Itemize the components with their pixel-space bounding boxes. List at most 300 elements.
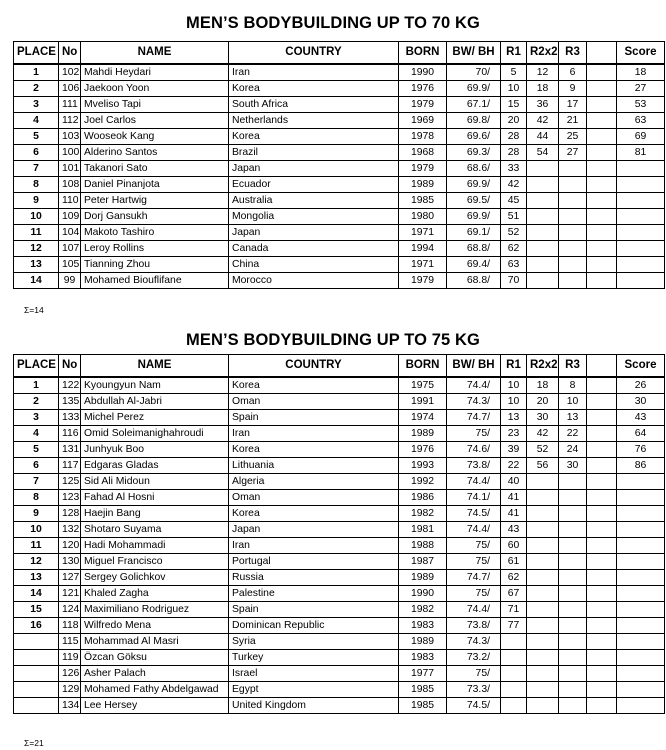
cell-score: [617, 570, 665, 586]
cell-round3: 24: [559, 442, 587, 458]
cell-round1: 71: [501, 602, 527, 618]
cell-score: 86: [617, 458, 665, 474]
cell-blank: [587, 64, 617, 81]
cell-round3: [559, 618, 587, 634]
cell-round1: 52: [501, 225, 527, 241]
cell-round3: [559, 177, 587, 193]
cell-number: 135: [59, 394, 81, 410]
cell-country: Oman: [229, 490, 399, 506]
cell-country: Turkey: [229, 650, 399, 666]
cell-number: 115: [59, 634, 81, 650]
cell-place: 9: [14, 506, 59, 522]
cell-round3: 27: [559, 145, 587, 161]
table-row: [14, 474, 665, 490]
header-r1: R1: [501, 355, 527, 378]
cell-blank: [587, 209, 617, 225]
cell-bodyweight: 74.4/: [447, 522, 501, 538]
cell-blank: [587, 442, 617, 458]
cell-score: [617, 682, 665, 698]
cell-name: Mohamed Fathy Abdelgawad: [81, 682, 229, 698]
cell-country: Oman: [229, 394, 399, 410]
cell-score: 26: [617, 377, 665, 394]
cell-country: Egypt: [229, 682, 399, 698]
cell-round1: 10: [501, 394, 527, 410]
cell-bodyweight: 69.6/: [447, 129, 501, 145]
cell-place: 4: [14, 113, 59, 129]
cell-blank: [587, 377, 617, 394]
cell-number: 133: [59, 410, 81, 426]
table-row: [14, 426, 665, 442]
cell-round2: [527, 506, 559, 522]
cell-name: Sergey Golichkov: [81, 570, 229, 586]
cell-blank: [587, 586, 617, 602]
cell-number: 109: [59, 209, 81, 225]
cell-name: Mveliso Tapi: [81, 97, 229, 113]
cell-blank: [587, 490, 617, 506]
cell-round3: [559, 474, 587, 490]
cell-bodyweight: 75/: [447, 586, 501, 602]
cell-place: 11: [14, 225, 59, 241]
cell-country: Iran: [229, 426, 399, 442]
cell-name: Hadi Mohammadi: [81, 538, 229, 554]
cell-place: 10: [14, 522, 59, 538]
cell-number: 100: [59, 145, 81, 161]
cell-round3: 30: [559, 458, 587, 474]
cell-round1: 28: [501, 145, 527, 161]
cell-number: 127: [59, 570, 81, 586]
cell-country: Syria: [229, 634, 399, 650]
cell-name: Tianning Zhou: [81, 257, 229, 273]
cell-number: 117: [59, 458, 81, 474]
cell-round3: [559, 490, 587, 506]
cell-bodyweight: 75/: [447, 426, 501, 442]
cell-country: Japan: [229, 522, 399, 538]
cell-blank: [587, 273, 617, 289]
cell-born: 1979: [399, 161, 447, 177]
table-row: [14, 554, 665, 570]
cell-place: [14, 650, 59, 666]
cell-born: 1994: [399, 241, 447, 257]
cell-name: Khaled Zagha: [81, 586, 229, 602]
cell-round2: [527, 209, 559, 225]
cell-round3: [559, 225, 587, 241]
cell-country: China: [229, 257, 399, 273]
header-name: NAME: [81, 355, 229, 378]
table-row: [14, 377, 665, 394]
cell-place: [14, 682, 59, 698]
cell-number: 126: [59, 666, 81, 682]
cell-round1: [501, 666, 527, 682]
cell-number: 108: [59, 177, 81, 193]
cell-score: 69: [617, 129, 665, 145]
header-place: PLACE: [14, 355, 59, 378]
cell-place: 5: [14, 129, 59, 145]
cell-place: 12: [14, 554, 59, 570]
cell-country: Iran: [229, 538, 399, 554]
cell-country: Dominican Republic: [229, 618, 399, 634]
table-row: [14, 145, 665, 161]
header-r2: R2x2: [527, 355, 559, 378]
cell-score: [617, 241, 665, 257]
cell-round1: 62: [501, 241, 527, 257]
cell-round3: [559, 241, 587, 257]
cell-score: [617, 698, 665, 714]
cell-round1: 63: [501, 257, 527, 273]
cell-score: [617, 666, 665, 682]
cell-round3: [559, 698, 587, 714]
cell-round1: 41: [501, 490, 527, 506]
cell-name: Mahdi Heydari: [81, 64, 229, 81]
cell-name: Edgaras Gladas: [81, 458, 229, 474]
cell-country: Algeria: [229, 474, 399, 490]
cell-blank: [587, 474, 617, 490]
header-score: Score: [617, 355, 665, 378]
cell-bodyweight: 74.4/: [447, 602, 501, 618]
cell-place: 4: [14, 426, 59, 442]
cell-round1: 77: [501, 618, 527, 634]
header-name: NAME: [81, 42, 229, 65]
cell-born: 1990: [399, 586, 447, 602]
cell-born: 1968: [399, 145, 447, 161]
cell-round1: 15: [501, 97, 527, 113]
cell-place: 5: [14, 442, 59, 458]
cell-round1: [501, 698, 527, 714]
cell-name: Michel Perez: [81, 410, 229, 426]
cell-blank: [587, 161, 617, 177]
cell-name: Shotaro Suyama: [81, 522, 229, 538]
cell-round1: 13: [501, 410, 527, 426]
cell-round3: 25: [559, 129, 587, 145]
cell-round3: [559, 570, 587, 586]
cell-number: 119: [59, 650, 81, 666]
cell-round1: [501, 650, 527, 666]
table-row: [14, 209, 665, 225]
cell-round2: [527, 225, 559, 241]
cell-bodyweight: 70/: [447, 64, 501, 81]
cell-country: Mongolia: [229, 209, 399, 225]
cell-round2: [527, 474, 559, 490]
cell-round2: [527, 650, 559, 666]
cell-round3: 22: [559, 426, 587, 442]
cell-score: [617, 634, 665, 650]
cell-bodyweight: 68.8/: [447, 273, 501, 289]
cell-place: 7: [14, 474, 59, 490]
cell-round3: [559, 554, 587, 570]
cell-country: South Africa: [229, 97, 399, 113]
cell-name: Leroy Rollins: [81, 241, 229, 257]
header-r1: R1: [501, 42, 527, 65]
cell-blank: [587, 177, 617, 193]
cell-name: Kyoungyun Nam: [81, 377, 229, 394]
cell-place: 2: [14, 394, 59, 410]
cell-country: Ecuador: [229, 177, 399, 193]
cell-place: 1: [14, 64, 59, 81]
cell-round3: [559, 193, 587, 209]
cell-round3: 21: [559, 113, 587, 129]
table-row: [14, 129, 665, 145]
cell-round2: 20: [527, 394, 559, 410]
cell-number: 121: [59, 586, 81, 602]
cell-round2: [527, 618, 559, 634]
cell-name: Mohammad Al Masri: [81, 634, 229, 650]
cell-born: 1991: [399, 394, 447, 410]
cell-round1: 39: [501, 442, 527, 458]
cell-born: 1975: [399, 377, 447, 394]
cell-round3: [559, 273, 587, 289]
cell-country: Lithuania: [229, 458, 399, 474]
cell-name: Maximiliano Rodriguez: [81, 602, 229, 618]
cell-place: 15: [14, 602, 59, 618]
cell-number: 129: [59, 682, 81, 698]
cell-name: Mohamed Biouflifane: [81, 273, 229, 289]
cell-score: [617, 161, 665, 177]
cell-round1: 20: [501, 113, 527, 129]
cell-score: 76: [617, 442, 665, 458]
cell-name: Asher Palach: [81, 666, 229, 682]
cell-round3: 17: [559, 97, 587, 113]
table-row: [14, 522, 665, 538]
cell-round3: [559, 650, 587, 666]
cell-bodyweight: 69.5/: [447, 193, 501, 209]
cell-bodyweight: 75/: [447, 554, 501, 570]
cell-place: 11: [14, 538, 59, 554]
cell-born: 1971: [399, 225, 447, 241]
cell-country: Korea: [229, 129, 399, 145]
table-title-75kg: MEN’S BODYBUILDING UP TO 75 KG: [186, 331, 480, 349]
cell-place: 7: [14, 161, 59, 177]
cell-round2: [527, 698, 559, 714]
cell-score: [617, 538, 665, 554]
cell-place: 8: [14, 177, 59, 193]
cell-blank: [587, 129, 617, 145]
cell-round3: 10: [559, 394, 587, 410]
cell-blank: [587, 410, 617, 426]
header-score: Score: [617, 42, 665, 65]
cell-round2: [527, 273, 559, 289]
cell-place: [14, 634, 59, 650]
cell-bodyweight: 69.1/: [447, 225, 501, 241]
cell-name: Makoto Tashiro: [81, 225, 229, 241]
cell-name: Peter Hartwig: [81, 193, 229, 209]
cell-blank: [587, 145, 617, 161]
table-row: [14, 193, 665, 209]
cell-country: Netherlands: [229, 113, 399, 129]
cell-name: Joel Carlos: [81, 113, 229, 129]
cell-number: 132: [59, 522, 81, 538]
cell-bodyweight: 74.3/: [447, 634, 501, 650]
cell-round1: 22: [501, 458, 527, 474]
athlete-count-70kg: Σ=14: [24, 305, 44, 315]
cell-born: 1989: [399, 570, 447, 586]
cell-round1: [501, 634, 527, 650]
cell-bodyweight: 74.3/: [447, 394, 501, 410]
table-row: [14, 97, 665, 113]
cell-number: 99: [59, 273, 81, 289]
cell-place: 9: [14, 193, 59, 209]
cell-round2: [527, 570, 559, 586]
cell-round1: 33: [501, 161, 527, 177]
cell-round1: 10: [501, 377, 527, 394]
cell-round1: 60: [501, 538, 527, 554]
table-row: [14, 64, 665, 81]
cell-round2: [527, 161, 559, 177]
cell-number: 134: [59, 698, 81, 714]
cell-place: 10: [14, 209, 59, 225]
cell-blank: [587, 522, 617, 538]
cell-round1: 41: [501, 506, 527, 522]
cell-born: 1979: [399, 97, 447, 113]
cell-round3: [559, 522, 587, 538]
cell-round2: [527, 490, 559, 506]
table-row: [14, 618, 665, 634]
cell-born: 1992: [399, 474, 447, 490]
cell-round2: 56: [527, 458, 559, 474]
cell-name: Alderino Santos: [81, 145, 229, 161]
cell-born: 1985: [399, 193, 447, 209]
cell-name: Wilfredo Mena: [81, 618, 229, 634]
cell-country: Israel: [229, 666, 399, 682]
cell-country: Japan: [229, 225, 399, 241]
cell-blank: [587, 506, 617, 522]
cell-round2: [527, 522, 559, 538]
header-blank: [587, 355, 617, 378]
cell-place: 8: [14, 490, 59, 506]
cell-country: Portugal: [229, 554, 399, 570]
cell-born: 1980: [399, 209, 447, 225]
table-row: [14, 273, 665, 289]
cell-name: Dorj Gansukh: [81, 209, 229, 225]
cell-bodyweight: 73.8/: [447, 618, 501, 634]
cell-number: 106: [59, 81, 81, 97]
cell-round1: 61: [501, 554, 527, 570]
cell-round1: 62: [501, 570, 527, 586]
cell-born: 1985: [399, 698, 447, 714]
cell-country: Australia: [229, 193, 399, 209]
table-row: [14, 538, 665, 554]
cell-score: [617, 209, 665, 225]
table-row: [14, 241, 665, 257]
cell-name: Miguel Francisco: [81, 554, 229, 570]
cell-score: [617, 273, 665, 289]
cell-round2: 30: [527, 410, 559, 426]
cell-round1: 40: [501, 474, 527, 490]
cell-name: Wooseok Kang: [81, 129, 229, 145]
cell-score: 18: [617, 64, 665, 81]
cell-place: 13: [14, 570, 59, 586]
header-no: No: [59, 355, 81, 378]
cell-number: 128: [59, 506, 81, 522]
cell-score: 30: [617, 394, 665, 410]
cell-born: 1976: [399, 81, 447, 97]
cell-score: [617, 650, 665, 666]
cell-round1: 23: [501, 426, 527, 442]
table-row: [14, 394, 665, 410]
cell-score: [617, 554, 665, 570]
table-row: [14, 225, 665, 241]
header-row: [14, 42, 665, 65]
cell-number: 107: [59, 241, 81, 257]
cell-country: Palestine: [229, 586, 399, 602]
cell-round2: [527, 241, 559, 257]
cell-score: 64: [617, 426, 665, 442]
cell-country: Japan: [229, 161, 399, 177]
cell-round1: [501, 682, 527, 698]
cell-place: [14, 666, 59, 682]
cell-country: Korea: [229, 377, 399, 394]
cell-born: 1974: [399, 410, 447, 426]
cell-bodyweight: 74.7/: [447, 570, 501, 586]
cell-bodyweight: 73.8/: [447, 458, 501, 474]
cell-number: 124: [59, 602, 81, 618]
cell-round1: 42: [501, 177, 527, 193]
cell-score: [617, 586, 665, 602]
cell-born: 1987: [399, 554, 447, 570]
cell-round3: [559, 586, 587, 602]
cell-round3: [559, 506, 587, 522]
cell-round1: 51: [501, 209, 527, 225]
cell-round2: [527, 634, 559, 650]
cell-blank: [587, 554, 617, 570]
cell-country: United Kingdom: [229, 698, 399, 714]
cell-number: 101: [59, 161, 81, 177]
cell-born: 1989: [399, 177, 447, 193]
cell-blank: [587, 394, 617, 410]
cell-score: [617, 225, 665, 241]
cell-score: [617, 177, 665, 193]
table-row: [14, 682, 665, 698]
table-row: [14, 257, 665, 273]
cell-score: 81: [617, 145, 665, 161]
cell-name: Abdullah Al-Jabri: [81, 394, 229, 410]
cell-name: Haejin Bang: [81, 506, 229, 522]
cell-born: 1978: [399, 129, 447, 145]
header-bw: BW/ BH: [447, 42, 501, 65]
cell-born: 1990: [399, 64, 447, 81]
cell-round1: 43: [501, 522, 527, 538]
cell-blank: [587, 426, 617, 442]
cell-round1: 10: [501, 81, 527, 97]
cell-score: 63: [617, 113, 665, 129]
cell-number: 110: [59, 193, 81, 209]
cell-country: Korea: [229, 506, 399, 522]
table-row: [14, 458, 665, 474]
table-row: [14, 177, 665, 193]
header-r3: R3: [559, 42, 587, 65]
header-born: BORN: [399, 42, 447, 65]
cell-place: 2: [14, 81, 59, 97]
cell-bodyweight: 69.4/: [447, 257, 501, 273]
table-row: [14, 650, 665, 666]
cell-place: 14: [14, 273, 59, 289]
cell-born: 1976: [399, 442, 447, 458]
cell-round1: 45: [501, 193, 527, 209]
cell-round2: 44: [527, 129, 559, 145]
header-blank: [587, 42, 617, 65]
athlete-count-75kg: Σ=21: [24, 738, 44, 748]
cell-place: 3: [14, 97, 59, 113]
cell-name: Jaekoon Yoon: [81, 81, 229, 97]
cell-bodyweight: 74.7/: [447, 410, 501, 426]
cell-round1: 67: [501, 586, 527, 602]
cell-born: 1988: [399, 538, 447, 554]
results-table-75kg: [13, 354, 665, 714]
cell-round2: [527, 257, 559, 273]
cell-born: 1982: [399, 602, 447, 618]
cell-name: Omid Soleimanighahroudi: [81, 426, 229, 442]
results-table-70kg: [13, 41, 665, 289]
header-country: COUNTRY: [229, 42, 399, 65]
table-row: [14, 113, 665, 129]
